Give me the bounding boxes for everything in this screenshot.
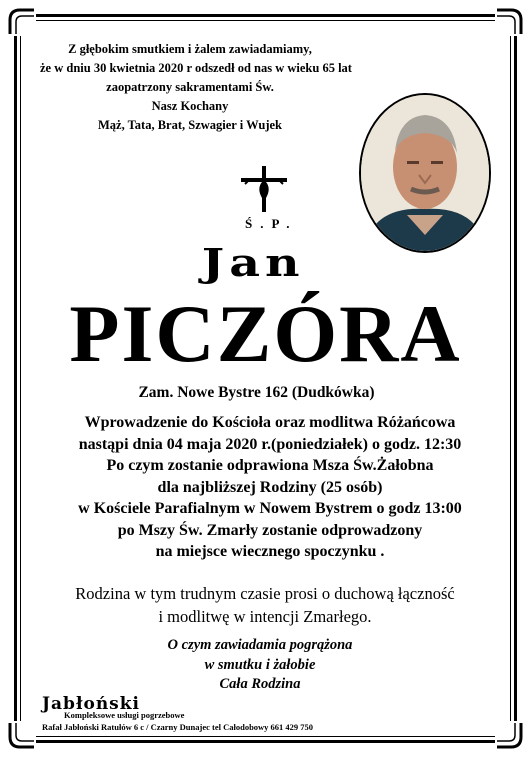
- funeral-details: [30, 412, 510, 563]
- crucifix-icon: [241, 166, 287, 212]
- header-line: zaopatrzony sakramentami Św.: [106, 80, 274, 94]
- corner-ornament-top-right: [495, 6, 525, 36]
- details-line: Wprowadzenie do Kościoła oraz modlitwa Różańcowa: [84, 414, 456, 431]
- header-line: Mąż, Tata, Brat, Szwagier i Wujek: [97, 118, 283, 132]
- corner-ornament-bottom-right: [495, 721, 525, 751]
- deceased-last-name: PICZÓRA: [69, 288, 462, 379]
- funeral-home-logo: Jabłoński: [42, 694, 140, 714]
- header-line: Nasz Kochany: [151, 99, 229, 113]
- details-line: na miejsce wiecznego spoczynku .: [155, 543, 385, 560]
- details-line: w Kościele Parafialnym w Nowem Bystrem o godz 13:00: [78, 500, 462, 517]
- details-line: dla najbliższej Rodziny (25 osób): [157, 478, 383, 496]
- corner-ornament-top-left: [6, 6, 36, 36]
- appeal-line: i modlitwę w intencji Zmarłego.: [158, 607, 372, 626]
- closing-line: w smutku i żałobie: [204, 656, 316, 673]
- portrait-photo: [359, 93, 491, 253]
- family-appeal: [20, 582, 510, 628]
- closing-signature: [60, 636, 460, 695]
- deceased-first-name: Jan: [201, 240, 305, 285]
- funeral-home-contact: Rafał Jabłoński Ratułów 6 c / Czarny Dunajec tel Całodobowy 661 429 750: [42, 722, 314, 732]
- header-line: że w dniu 30 kwietnia 2020 r odszedł od nas w wieku 65 lat: [40, 61, 352, 75]
- closing-line: Cała Rodzina: [219, 676, 301, 692]
- funeral-home-subtitle: Kompleksowe usługi pogrzebowe: [64, 710, 185, 720]
- closing-line: O czym zawiadamia pogrążona: [167, 637, 353, 653]
- header-line: Z głębokim smutkiem i żalem zawiadamiamy,: [68, 42, 312, 56]
- corner-ornament-bottom-left: [6, 721, 36, 751]
- appeal-line: Rodzina w tym trudnym czasie prosi o duchową łączność: [75, 584, 455, 603]
- details-line: po Mszy Św. Zmarły zostanie odprowadzony: [117, 521, 423, 539]
- details-line: Po czym zostanie odprawiona Msza Św.Żałobna: [106, 457, 434, 474]
- details-line: nastąpi dnia 04 maja 2020 r.(poniedziałek) o godz. 12:30: [78, 435, 462, 453]
- announcement-header: [40, 40, 352, 135]
- sp-abbreviation: Ś.P.: [245, 216, 298, 231]
- residence-address: Zam. Nowe Bystre 162 (Dudkówka): [138, 384, 375, 401]
